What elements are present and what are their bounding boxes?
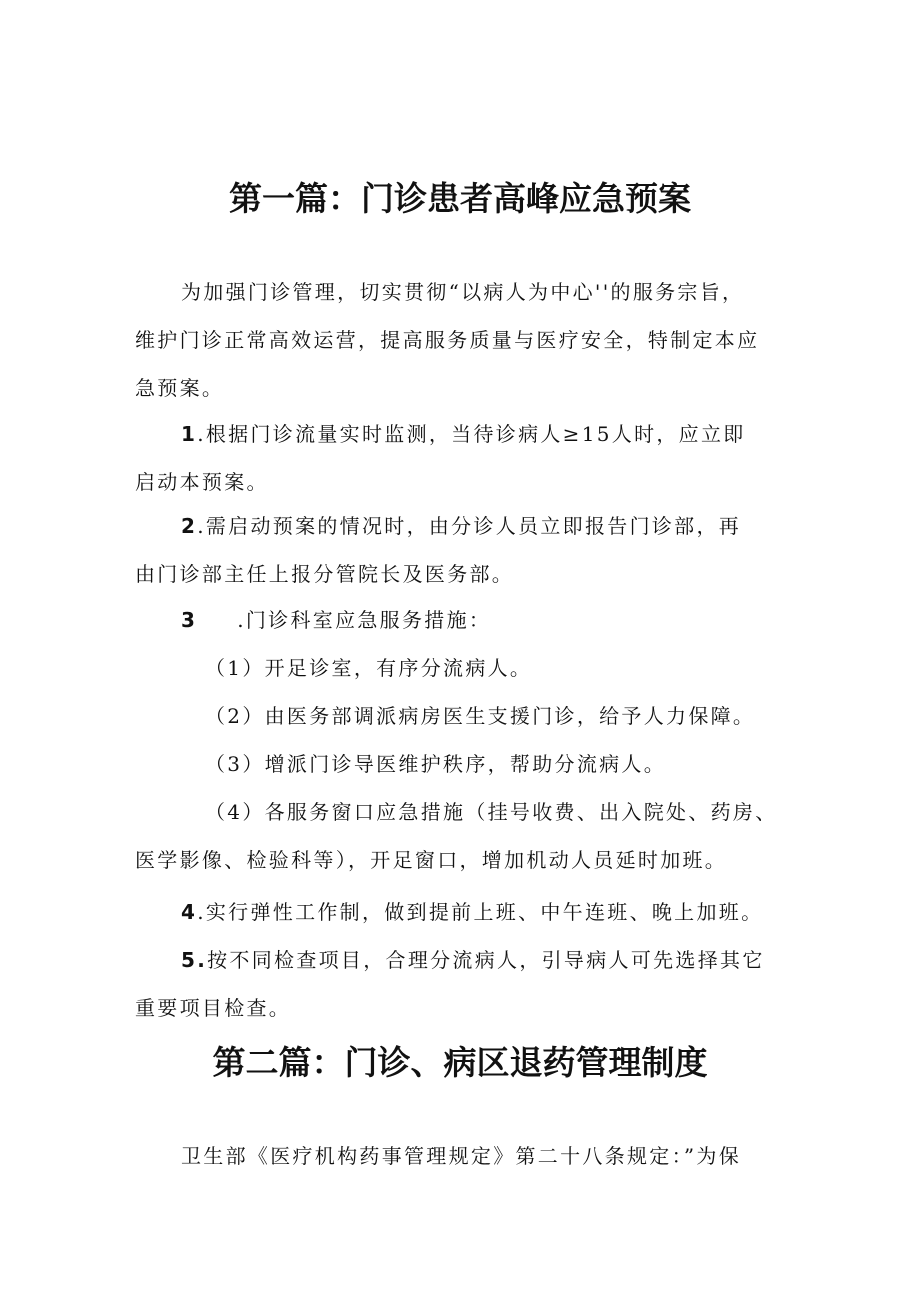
- item-number: 5.: [181, 948, 208, 972]
- intro-line: 急预案。: [135, 376, 225, 400]
- item-text: .需启动预案的情况时，由分诊人员立即报告门诊部，再: [197, 514, 742, 538]
- item-5: [135, 936, 795, 1032]
- item-text: 重要项目检查。: [135, 996, 292, 1020]
- item-text: .根据门诊流量实时监测，当待诊病人≥15人时，应立即: [197, 422, 746, 446]
- item-number: 2: [181, 514, 198, 538]
- item-number: 1: [181, 422, 198, 446]
- item-text: .实行弹性工作制，做到提前上班、中午连班、晚上加班。: [197, 900, 764, 924]
- item-number: 3: [181, 608, 198, 632]
- item-3: [135, 596, 795, 644]
- item-number: 4: [181, 900, 198, 924]
- item-2: [135, 502, 795, 598]
- intro-paragraph: [135, 268, 795, 412]
- sub-item-2: （2）由医务部调派病房医生支援门诊，给予人力保障。: [205, 704, 756, 728]
- item-4: [135, 888, 795, 936]
- sub-item-3: （3）增派门诊导医维护秩序，帮助分流病人。: [205, 752, 667, 776]
- intro-line: 维护门诊正常高效运营，提高服务质量与医疗安全，特制定本应: [135, 328, 760, 352]
- para-2: 卫生部《医疗机构药事管理规定》第二十八条规定：”为保: [181, 1144, 742, 1168]
- chapter-title-1: 第一篇：门诊患者高峰应急预案: [229, 179, 691, 218]
- sub-item-1: （1）开足诊室，有序分流病人。: [205, 656, 533, 680]
- item-1: [135, 410, 795, 506]
- chapter-title-2: 第二篇：门诊、病区退药管理制度: [212, 1043, 708, 1082]
- item-text: 按不同检查项目，合理分流病人，引导病人可先选择其它: [207, 948, 765, 972]
- intro-line: 为加强门诊管理，切实贯彻“以病人为中心''的服务宗旨，: [181, 280, 745, 304]
- item-text: 由门诊部主任上报分管院长及医务部。: [135, 562, 515, 586]
- item-text: 启动本预案。: [135, 470, 269, 494]
- sub-item-4: （4）各服务窗口应急措施（挂号收费、出入院处、药房、 医学影像、检验科等），开足窗口，增加机动人员延时加班。: [135, 800, 778, 872]
- item-text: .门诊科室应急服务措施：: [237, 608, 492, 632]
